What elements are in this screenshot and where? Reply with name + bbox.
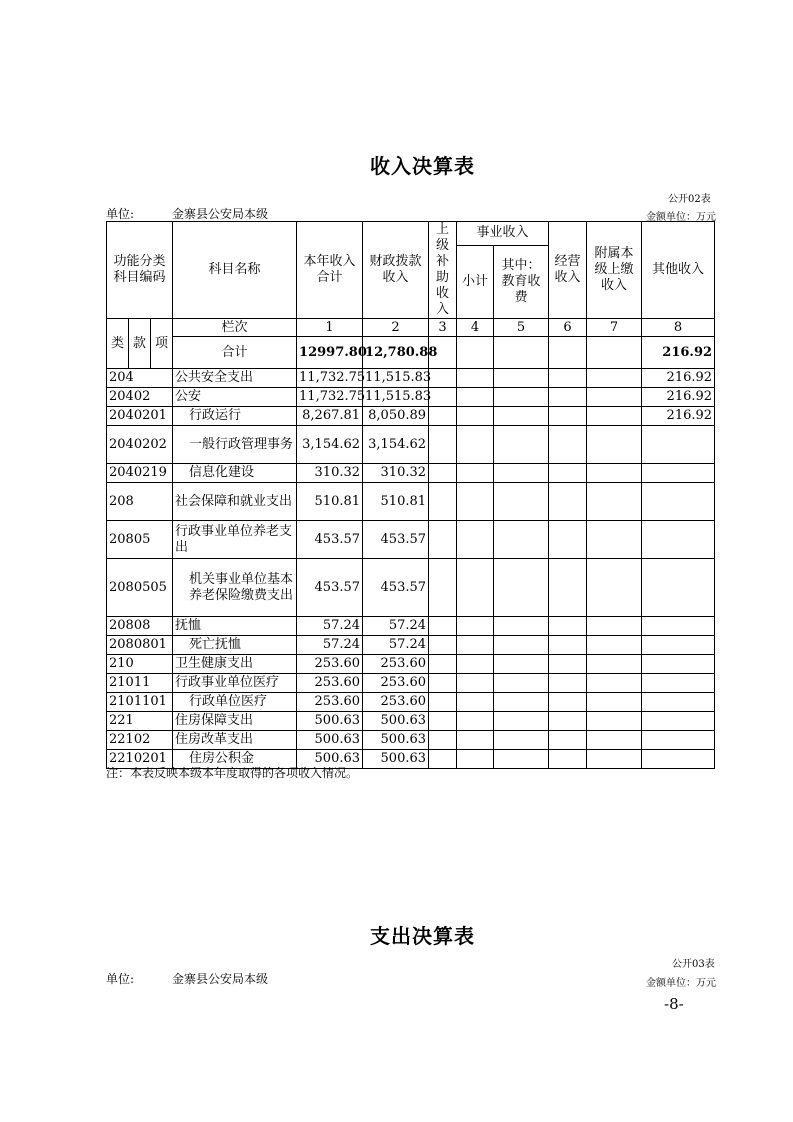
row-code: 2040202 xyxy=(107,426,173,464)
empty-cell xyxy=(494,388,549,407)
row-name: 一般行政管理事务 xyxy=(173,426,297,464)
col-num: 2 xyxy=(363,319,429,337)
heji-total: 12997.80 xyxy=(297,337,363,369)
empty-cell xyxy=(494,464,549,483)
row-other xyxy=(642,464,715,483)
empty-cell xyxy=(457,636,494,655)
row-name: 机关事业单位基本养老保险缴费支出 xyxy=(173,559,297,617)
row-name: 死亡抚恤 xyxy=(173,636,297,655)
expense-unit-label: 单位: xyxy=(106,972,135,986)
row-name: 卫生健康支出 xyxy=(173,655,297,674)
row-code: 20402 xyxy=(107,388,173,407)
empty-cell xyxy=(587,369,642,388)
expense-title: 支出决算表 xyxy=(370,924,475,948)
table-row xyxy=(107,369,715,388)
row-name: 社会保障和就业支出 xyxy=(173,483,297,521)
income-table xyxy=(106,221,715,769)
empty-cell xyxy=(549,407,587,426)
row-code: 2040219 xyxy=(107,464,173,483)
row-fiscal: 453.57 xyxy=(363,559,429,617)
header-subject-name: 科目名称 xyxy=(173,222,297,319)
empty-cell xyxy=(457,521,494,559)
row-name: 行政事业单位医疗 xyxy=(173,674,297,693)
col-num: 3 xyxy=(429,319,457,337)
col-num: 4 xyxy=(457,319,494,337)
header-xiang: 项 xyxy=(151,319,173,369)
empty-cell xyxy=(429,483,457,521)
expense-unit-name: 金寨县公安局本级 xyxy=(172,972,269,986)
table-row xyxy=(107,636,715,655)
row-other xyxy=(642,693,715,712)
empty-cell xyxy=(587,712,642,731)
empty-cell xyxy=(587,483,642,521)
empty-cell xyxy=(429,636,457,655)
row-total: 8,267.81 xyxy=(297,407,363,426)
empty-cell xyxy=(549,559,587,617)
header-fiscal: 财政拨款收入 xyxy=(363,222,429,319)
row-total: 510.81 xyxy=(297,483,363,521)
empty-cell xyxy=(549,674,587,693)
row-fiscal: 57.24 xyxy=(363,617,429,636)
income-unit-label: 单位: xyxy=(106,207,135,221)
empty-cell xyxy=(429,655,457,674)
table-row xyxy=(107,464,715,483)
header-education: 其中：教育收费 xyxy=(494,245,549,318)
empty-cell xyxy=(457,750,494,769)
row-name: 住房改革支出 xyxy=(173,731,297,750)
row-total: 453.57 xyxy=(297,559,363,617)
empty-cell xyxy=(429,407,457,426)
row-other: 216.92 xyxy=(642,407,715,426)
row-total: 500.63 xyxy=(297,731,363,750)
header-lanci: 栏次 xyxy=(173,319,297,337)
empty-cell xyxy=(429,464,457,483)
row-total: 253.60 xyxy=(297,655,363,674)
row-total: 11,732.75 xyxy=(297,369,363,388)
col-num: 5 xyxy=(494,319,549,337)
empty-cell xyxy=(587,407,642,426)
row-fiscal: 500.63 xyxy=(363,712,429,731)
empty-cell xyxy=(549,521,587,559)
empty-cell xyxy=(494,693,549,712)
header-business: 事业收入 xyxy=(457,222,549,246)
empty-cell xyxy=(494,674,549,693)
row-fiscal: 500.63 xyxy=(363,750,429,769)
row-fiscal: 253.60 xyxy=(363,693,429,712)
empty-cell xyxy=(457,674,494,693)
row-fiscal: 500.63 xyxy=(363,731,429,750)
row-other: 216.92 xyxy=(642,388,715,407)
empty-cell xyxy=(457,426,494,464)
row-code: 204 xyxy=(107,369,173,388)
table-row xyxy=(107,426,715,464)
empty-cell xyxy=(549,617,587,636)
row-code: 210 xyxy=(107,655,173,674)
row-total: 253.60 xyxy=(297,693,363,712)
row-name: 抚恤 xyxy=(173,617,297,636)
table-row xyxy=(107,674,715,693)
row-name: 住房公积金 xyxy=(173,750,297,769)
row-code: 2101101 xyxy=(107,693,173,712)
empty-cell xyxy=(494,731,549,750)
row-other: 216.92 xyxy=(642,369,715,388)
table-row xyxy=(107,483,715,521)
row-name: 行政事业单位养老支出 xyxy=(173,521,297,559)
empty-cell xyxy=(587,617,642,636)
empty-cell xyxy=(549,483,587,521)
row-fiscal: 57.24 xyxy=(363,636,429,655)
table-row xyxy=(107,407,715,426)
empty-cell xyxy=(587,464,642,483)
empty-cell xyxy=(457,407,494,426)
table-row xyxy=(107,693,715,712)
row-total: 500.63 xyxy=(297,750,363,769)
row-fiscal: 253.60 xyxy=(363,655,429,674)
header-total: 本年收入合计 xyxy=(297,222,363,319)
empty-cell xyxy=(457,388,494,407)
empty-cell xyxy=(549,426,587,464)
table-row xyxy=(107,388,715,407)
empty-cell xyxy=(587,521,642,559)
row-other xyxy=(642,731,715,750)
empty-cell xyxy=(494,426,549,464)
empty-cell xyxy=(494,483,549,521)
header-other: 其他收入 xyxy=(642,222,715,319)
row-code: 20808 xyxy=(107,617,173,636)
empty-cell xyxy=(587,674,642,693)
empty-cell xyxy=(587,750,642,769)
empty-cell xyxy=(429,426,457,464)
empty-cell xyxy=(429,388,457,407)
empty-cell xyxy=(587,426,642,464)
row-total: 253.60 xyxy=(297,674,363,693)
row-fiscal: 3,154.62 xyxy=(363,426,429,464)
row-name: 信息化建设 xyxy=(173,464,297,483)
empty-cell xyxy=(429,750,457,769)
empty-cell xyxy=(429,369,457,388)
row-other xyxy=(642,559,715,617)
empty-cell xyxy=(457,559,494,617)
col-num: 1 xyxy=(297,319,363,337)
row-name: 公共安全支出 xyxy=(173,369,297,388)
row-fiscal: 253.60 xyxy=(363,674,429,693)
row-total: 310.32 xyxy=(297,464,363,483)
row-name: 行政单位医疗 xyxy=(173,693,297,712)
empty-cell xyxy=(549,388,587,407)
empty-cell xyxy=(494,369,549,388)
empty-cell xyxy=(429,731,457,750)
empty-cell xyxy=(457,655,494,674)
row-other xyxy=(642,426,715,464)
row-name: 公安 xyxy=(173,388,297,407)
income-table-code: 公开02表 xyxy=(668,194,711,205)
row-total: 453.57 xyxy=(297,521,363,559)
income-amount-unit: 金额单位：万元 xyxy=(646,212,716,223)
empty-cell xyxy=(549,712,587,731)
empty-cell xyxy=(429,559,457,617)
empty-cell xyxy=(494,712,549,731)
table-row xyxy=(107,655,715,674)
empty-cell xyxy=(587,388,642,407)
row-other xyxy=(642,655,715,674)
row-other xyxy=(642,617,715,636)
row-code: 22102 xyxy=(107,731,173,750)
row-code: 2080801 xyxy=(107,636,173,655)
row-fiscal: 310.32 xyxy=(363,464,429,483)
empty-cell xyxy=(587,655,642,674)
row-fiscal: 8,050.89 xyxy=(363,407,429,426)
row-code: 20805 xyxy=(107,521,173,559)
row-other xyxy=(642,483,715,521)
row-total: 11,732.75 xyxy=(297,388,363,407)
income-title: 收入决算表 xyxy=(370,154,475,178)
empty-cell xyxy=(457,369,494,388)
heji-fiscal: 12,780.88 xyxy=(363,337,429,369)
empty-cell xyxy=(494,617,549,636)
empty-cell xyxy=(549,369,587,388)
col-num: 6 xyxy=(549,319,587,337)
row-code: 21011 xyxy=(107,674,173,693)
empty-cell xyxy=(457,731,494,750)
header-kuan: 款 xyxy=(129,319,151,369)
expense-amount-unit: 金额单位：万元 xyxy=(646,978,716,989)
empty-cell xyxy=(429,674,457,693)
row-other xyxy=(642,674,715,693)
empty-cell xyxy=(457,483,494,521)
row-name: 行政运行 xyxy=(173,407,297,426)
empty-cell xyxy=(587,559,642,617)
row-code: 208 xyxy=(107,483,173,521)
row-fiscal: 453.57 xyxy=(363,521,429,559)
income-unit-name: 金寨县公安局本级 xyxy=(172,207,269,221)
expense-table-code: 公开03表 xyxy=(672,959,715,970)
empty-cell xyxy=(494,750,549,769)
empty-cell xyxy=(587,693,642,712)
row-total: 57.24 xyxy=(297,636,363,655)
row-other xyxy=(642,636,715,655)
row-total: 3,154.62 xyxy=(297,426,363,464)
row-code: 2080505 xyxy=(107,559,173,617)
empty-cell xyxy=(494,559,549,617)
empty-cell xyxy=(429,521,457,559)
empty-cell xyxy=(429,712,457,731)
empty-cell xyxy=(549,636,587,655)
col-num: 7 xyxy=(587,319,642,337)
table-row xyxy=(107,521,715,559)
row-code: 221 xyxy=(107,712,173,731)
empty-cell xyxy=(494,655,549,674)
header-superior: 上级补助收入 xyxy=(429,222,457,319)
empty-cell xyxy=(549,750,587,769)
header-operating: 经营收入 xyxy=(549,222,587,319)
heji-other: 216.92 xyxy=(642,337,715,369)
row-fiscal: 11,515.83 xyxy=(363,388,429,407)
empty-cell xyxy=(429,693,457,712)
empty-cell xyxy=(549,464,587,483)
row-other xyxy=(642,750,715,769)
row-name: 住房保障支出 xyxy=(173,712,297,731)
row-code: 2040201 xyxy=(107,407,173,426)
header-lei: 类 xyxy=(107,319,129,369)
row-other xyxy=(642,521,715,559)
table-row xyxy=(107,559,715,617)
col-num: 8 xyxy=(642,319,715,337)
row-fiscal: 510.81 xyxy=(363,483,429,521)
row-fiscal: 11,515.83 xyxy=(363,369,429,388)
row-other xyxy=(642,712,715,731)
table-row xyxy=(107,731,715,750)
page-number: -8- xyxy=(664,995,684,1013)
empty-cell xyxy=(494,521,549,559)
header-affiliated: 附属本级上缴收入 xyxy=(587,222,642,319)
empty-cell xyxy=(457,712,494,731)
income-note: 注：本表反映本级本年度取得的各项收入情况。 xyxy=(106,766,359,780)
empty-cell xyxy=(587,636,642,655)
empty-cell xyxy=(457,464,494,483)
empty-cell xyxy=(494,407,549,426)
row-code: 2210201 xyxy=(107,750,173,769)
empty-cell xyxy=(587,731,642,750)
header-subtotal: 小计 xyxy=(457,245,494,318)
empty-cell xyxy=(549,693,587,712)
heji-label: 合计 xyxy=(173,337,297,369)
row-total: 57.24 xyxy=(297,617,363,636)
empty-cell xyxy=(494,636,549,655)
empty-cell xyxy=(429,617,457,636)
empty-cell xyxy=(549,731,587,750)
row-total: 500.63 xyxy=(297,712,363,731)
header-func-code: 功能分类科目编码 xyxy=(107,222,173,319)
empty-cell xyxy=(457,693,494,712)
empty-cell xyxy=(549,655,587,674)
empty-cell xyxy=(457,617,494,636)
table-row xyxy=(107,712,715,731)
table-row xyxy=(107,617,715,636)
